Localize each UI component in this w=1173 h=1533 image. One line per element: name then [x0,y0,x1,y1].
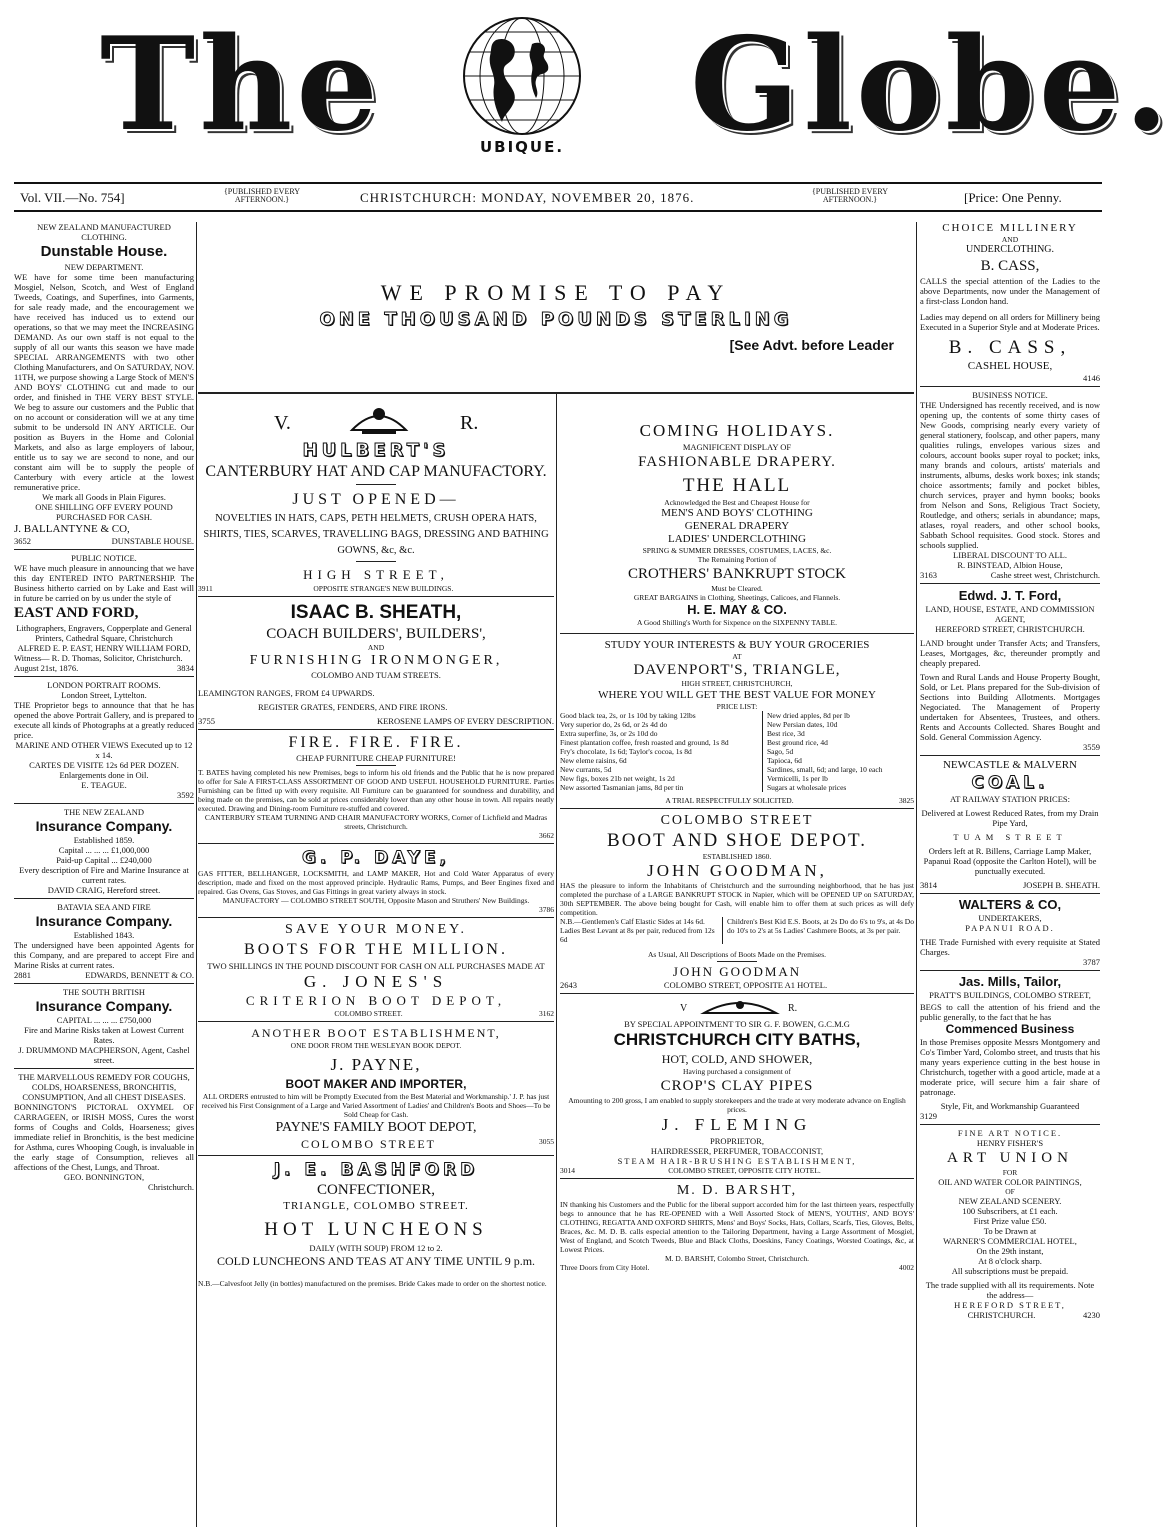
ad-line: Acknowledged the Best and Cheapest House for [664,498,810,507]
ad-agent: DAVID CRAIG, Hereford street. [47,885,161,895]
ad-title: Edwd. J. T. Ford, [958,588,1062,603]
ad-address: DUNSTABLE HOUSE. [111,536,194,546]
globe-icon [444,10,600,160]
ad-line: LIBERAL DISCOUNT TO ALL. [953,550,1067,560]
ad-number: 3834 [177,663,194,673]
ad-hulbert [198,400,554,593]
ad-heading: JUST OPENED— [292,491,460,508]
ad-number: 3559 [1083,742,1100,752]
ad-heading: ANOTHER BOOT ESTABLISHMENT, [251,1026,501,1040]
ad-note: We mark all Goods in Plain Figures. [42,492,166,502]
ad-line: First Prize value £50. [973,1216,1047,1226]
ad-title: J. E. BASHFORD [273,1160,479,1180]
ad-line: WARNER'S COMMERCIAL HOTEL, [943,1236,1077,1246]
ad-body: WE have much pleasure in announcing that we have this day ENTERED INTO PARTNERSHIP. The Business hitherto carried on by Lake and East will in future be carried on by us under the style of [14,563,194,603]
ad-title: DAVENPORT'S, TRIANGLE, [633,662,841,678]
price-list-item: Sago, 5d [767,747,794,756]
royal-r: R. [788,1003,798,1014]
ad-body: Ladies may depend on all orders for Millinery being Executed in a Superior Style and at Moderate Prices. [920,312,1100,332]
ad-number: 3162 [538,1009,554,1018]
price-list-item: New Persian dates, 10d [767,720,838,729]
price-list-item: Vermicelli, 1s per lb [767,774,828,783]
ad-address: MANUFACTORY — COLOMBO STREET SOUTH, Opposite Mason and Struthers' New Buildings. [222,896,530,905]
ad-line: To be Drawn at [983,1226,1037,1236]
ad-subtitle: UNDERTAKERS, [978,913,1042,923]
ad-line: All subscriptions must be prepaid. [951,1266,1069,1276]
ad-jones [198,921,554,1018]
ad-number: 3825 [899,796,914,805]
price-list-item: New dried apples, 8d per lb [767,711,850,720]
ad-number: 3662 [539,831,554,840]
price-list [560,711,914,792]
ad-line: NEW ZEALAND SCENERY. [958,1196,1062,1206]
ad-line: STEAM HAIR-BRUSHING ESTABLISHMENT, [617,1156,857,1166]
ad-line: At 8 o'clock sharp. [978,1256,1042,1266]
ad-address: HEREFORD STREET, [954,1300,1066,1310]
ad-line: BY SPECIAL APPOINTMENT TO SIR G. F. BOWEN, G.C.M.G [624,1019,850,1029]
ad-city-baths [560,997,914,1175]
ad-address: COLOMBO STREET [300,1137,436,1151]
ad-body: IN thanking his Customers and the Public for the liberal support accorded him for the last thirteen years, respectfully begs to announce that he has RE-OPENED with a Well Assorted Stock of MEN'S, YOUTHS', AND BOYS' CLOTHING, REGATTA AND OXFORD SHIRTS, Mens' and Boys' Socks, Hats, Collars, Scarfs, Ties, Gloves, Belts, Braces, &c. M. D. B. calls especial attention to the Tailoring Department, having a Large Assortment of Mosgiel, West of England, and Scotch Tweeds, Blue and Black Cloths, Doeskins, Fancy Coatings, Worsted Coatings, &c, at Lowest Prices. [560,1200,914,1254]
ad-batavia-insurance [14,902,194,980]
ad-number: 3055 [538,1137,554,1146]
ad-address: London Street, Lyttelton. [61,690,147,700]
ad-title: EAST AND FORD, [14,605,139,621]
ad-heading: NEW ZEALAND MANUFACTURED CLOTHING. [37,222,171,242]
ad-heading: BATAVIA SEA AND FIRE [57,902,151,912]
ad-body: ALL ORDERS entrusted to him will be Promptly Executed from the Best Material and Workmanship.' J. P. has just received his First Consignment of a Large and Varied Assortment of Ladies' and Children's Boots and Shoes—To be Sold Cheap for Cash. [201,1092,551,1119]
ad-line: CARTES DE VISITE 12s 6d PER DOZEN. [29,760,179,770]
volume-number: Vol. VII.—No. 754] [20,190,125,205]
ad-line: Enlargements done in Oil. [59,770,149,780]
divider [14,983,194,984]
ad-line: FASHIONABLE DRAPERY. [638,454,836,470]
ad-body: THE Trade Furnished with every requisite at Stated Charges. [920,937,1100,957]
ad-bonnington-remedy [14,1072,194,1192]
ad-subtitle: CANTERBURY HAT AND CAP MANUFACTORY. [205,463,547,480]
ad-title: BOOT AND SHOE DEPOT. [607,830,867,851]
ad-body: Town and Rural Lands and House Property Bought, Sold, or Let. Plans prepared for the Sub-division of Sections into Building Allotments. Mortgages Negociated. The Management of Property undertaken for Absentees, Trustees, and others. Rents and Accounts Collected. Shares Bought and Sold. General Commission Agency. [920,672,1100,742]
ad-number: 3129 [920,1111,937,1121]
ad-walters [920,897,1100,967]
ad-line: 100 Subscribers, at £1 each. [962,1206,1058,1216]
ad-title: Insurance Company. [35,913,173,929]
ad-works: CANTERBURY STEAM TURNING AND CHAIR MANUFACTORY WORKS, Corner of Lichfield and Madras streets, Christchurch. [204,813,548,831]
ad-title: ART UNION [947,1150,1073,1166]
ad-heading: HOT LUNCHEONS [264,1219,488,1240]
ad-body: WE have for some time been manufacturing Mosgiel, Nelson, Scotch, and West of England Tweeds, Coatings, and Superfines, into Garments, for sale ready made, and the encouragement we have received has induced us to extend our operations, so that we may meet the INCREASING DEMAND. As our own staff is not equal to the supply of all our wants this season we have made SPECIAL ARRANGEMENTS with two other Clothing Manufacturers, and On SATURDAY, NOV. 11TH, we purpose showing a Large Stock of MEN'S AND BOYS' CLOTHING cut and made to our order, and finished in THE VERY BEST STYLE. We beg to assure our customers and the Public that on no account or consideration will we at any time submit to be undersold IN ANY ARTICLE. Our position as Buyers in the Home and Colonial Markets, and also as large employers of labour, entitle us to say we are second to none, and our constant aim will be to supply the people of Canterbury with every article at the lowest remunerative price. [14,272,194,492]
ad-body: THE Proprietor begs to announce that that he has opened the above Portrait Gallery, and is prepared to execute all kinds of Photographs at a greatly reduced price. [14,700,194,740]
ad-line: GREAT BARGAINS in Clothing, Sheetings, Calicoes, and Flannels. [633,593,841,602]
ad-name: JOHN GOODMAN [672,964,802,979]
ad-line: GENERAL DRAPERY [684,520,790,532]
price: [Price: One Penny. [964,190,1062,205]
ad-address: PRATT'S BUILDINGS, COLOMBO STREET, [929,990,1091,1000]
ad-barsht [560,1182,914,1272]
banner-line-2: ONE THOUSAND POUNDS STERLING [319,309,793,330]
ad-heading: FINE ART NOTICE. [957,1128,1063,1138]
ad-number: 4146 [1083,373,1100,383]
price-list-item: New assorted Tasmanian jams, 8d per tin [560,783,684,792]
ad-body: THE Undersigned has recently received, and is now opening up, the contents of some thirty cases of New Goods, comprising nearly every variety of general stationery, foolscap, and other papers, many qualities rulings, envelopes various sizes and colours, account books super royal to pocket; inks, many brands and colours, artists' materials and instruments, albums, desks work boxes; ink stands; choice assortments; family and pocket bibles, church services, prayer and hymn books; books from Nelson and Sons, Religious Tract Society, Routledge, and others; serials in abundance; maps, atlases, royal readers, and other school books, Sabbath School requisites. Good stock. Stores and schools supplied. [920,400,1100,550]
ad-subtitle: LAND, HOUSE, ESTATE, AND COMMISSION AGENT, [925,604,1095,624]
ad-number: 3755 [198,716,215,726]
ad-line: COLD LUNCHEONS AND TEAS AT ANY TIME UNTIL 9 p.m. [216,1254,536,1268]
divider [14,803,194,804]
ad-trade: Lithographers, Engravers, Copperplate and General Printers, Cathedral Square, Christchurch [16,623,192,643]
masthead-title-right: Globe. [690,10,1173,160]
ad-name: JOSEPH B. SHEATH. [1023,880,1100,890]
price-list-item: Best ground rice, 4d [767,738,828,747]
ad-heading: CHOICE MILLINERY [942,222,1078,234]
ad-depot: CRITERION BOOT DEPOT, [245,993,507,1008]
ad-established: ESTABLISHED 1860. [702,852,772,861]
ad-body: HAS the pleasure to inform the Inhabitants of Christchurch and the surrounding neighborhood, that he has just completed the purchase of a LARGE BANKRUPT STOCK in Napier, which will be OPENED UP on SATURDAY, 30th SEPTEMBER. The above being bought for Cash, will enable him to offer them at such prices as will defy competition. [560,881,914,917]
ad-number: 3652 [14,536,31,546]
ad-offer: ONE SHILLING OFF EVERY POUND PURCHASED FOR CASH. [35,502,173,522]
column-rule [556,394,557,1527]
ad-of: OF [1005,1187,1015,1196]
ad-line: The Remaining Portion of [697,555,777,564]
column-middle-left [198,400,554,1527]
ad-subtitle: HOT, COLD, AND SHOWER, [661,1052,813,1066]
ad-number: 3787 [1083,957,1100,967]
ad-heading: THE MARVELLOUS REMEDY FOR COUGHS, COLDS, HOARSENESS, BRONCHITIS, CONSUMPTION, And all CHEST DISEASES. [18,1072,190,1102]
royal-crest-icon [344,400,414,438]
ad-line: Style, Fit, and Workmanship Guaranteed [940,1101,1080,1111]
ad-number: 4002 [899,1263,914,1272]
ad-firm: EDWARDS, BENNETT & CO. [85,970,194,980]
column-left [14,222,194,1527]
ad-name: G. JONES'S [303,972,449,991]
banner-promise [198,224,914,390]
royal-crest-icon [700,997,780,1017]
ad-heading: BUSINESS NOTICE. [972,390,1048,400]
dateline [14,182,1102,212]
ad-line: On the 29th instant, [976,1246,1044,1256]
ad-body: Orders left at R. Billens, Carriage Lamp Maker, Papanui Road (opposite the Carlton Hotel), will be punctually executed. [923,846,1097,876]
ad-title: ISAAC B. SHEATH, [290,602,462,623]
royal-v: V. [274,412,291,434]
price-list-item: Very superior do, 2s 6d, or 2s 4d do [560,720,668,729]
ad-prices-left: N.B.—Gentlemen's Calf Elastic Sides at 14s 6d. Ladies Best Levant at 8s per pair, reduced from 12s 6d [560,917,723,944]
ad-line: LADIES' UNDERCLOTHING [668,533,806,545]
ad-south-british-insurance [14,987,194,1065]
ad-title: WALTERS & CO, [958,897,1062,912]
ad-line: Having purchased a consignment of [683,1067,791,1076]
price-list-right [763,711,914,792]
ad-address: COLOMBO STREET, OPPOSITE CITY HOTEL. [668,1166,821,1175]
ad-heading: CROTHERS' BANKRUPT STOCK [627,566,847,582]
ad-capital: CAPITAL ... ... ... £750,000 [56,1015,152,1025]
ad-heading: NEWCASTLE & MALVERN [942,759,1078,771]
ad-street: TUAM STREET [953,832,1067,842]
ad-name: JOHN GOODMAN, [647,861,827,880]
ad-established: Established 1859. [73,835,135,845]
ad-name: R. BINSTEAD, Albion House, [957,560,1063,570]
ad-nz-insurance [14,807,194,895]
ad-body: GAS FITTER, BELLHANGER, LOCKSMITH, and LAMP MAKER, Hot and Cold Water Apparatus of every description, made and fixed on the most approved principle. Hydraulic Rams, Pumps, and Beer Engines fixed and repaired. Gas Ovens, Gas Stoves, and Gas Fittings in great variety always in stock. [198,869,554,896]
masthead [0,0,1173,172]
ad-heading: Commenced Business [945,1022,1075,1036]
ad-address: TRIANGLE, COLOMBO STREET. [283,1200,469,1212]
ad-number: 3014 [560,1166,575,1175]
ad-daye [198,847,554,914]
ad-line: LEAMINGTON RANGES, FROM £4 UPWARDS. [198,688,375,698]
banner-line-3: [See Advt. before Leader [729,337,894,353]
price-list-item: Tapioca, 6d [767,756,802,765]
published-note-left: {PUBLISHED EVERY AFTERNOON.} [223,187,301,204]
ad-name: E. TEAGUE. [81,780,127,790]
ad-body: Fire and Marine Risks taken at Lowest Current Rates. [24,1025,184,1045]
ad-subtitle: COACH BUILDERS', BUILDERS', [266,626,486,642]
banner-line-1: WE PROMISE TO PAY [380,280,732,305]
ad-mills-tailor [920,974,1100,1121]
ad-line: DAILY (WITH SOUP) FROM 12 to 2. [309,1243,443,1253]
ad-number: 3911 [198,584,213,593]
ad-names: ALFRED E. P. EAST, HENRY WILLIAM FORD, [17,643,191,653]
ad-subtitle: CONFECTIONER, [317,1182,435,1198]
ad-address: HEREFORD STREET, CHRISTCHURCH. [935,624,1085,634]
ad-title: CHRISTCHURCH CITY BATHS, [613,1030,861,1049]
ad-sheath-coal [920,759,1100,890]
place-and-date: CHRISTCHURCH: MONDAY, NOVEMBER 20, 1876. [360,190,695,205]
column-rule [196,222,197,1527]
ad-established: Established 1843. [73,930,135,940]
ad-body: Amounting to 200 gross, I am enabled to supply storekeepers and the trade at very moderate advance on English prices. [568,1096,906,1114]
published-note-right: {PUBLISHED EVERY AFTERNOON.} [811,187,889,204]
ad-address: Cashe street west, Christchurch. [990,570,1100,580]
ad-number: 3592 [177,790,194,800]
ad-number: 2643 [560,980,577,990]
price-list-item: Finest plantation coffee, fresh roasted and ground, 1s 8d [560,738,729,747]
ad-name: GEO. BONNINGTON, [63,1172,145,1182]
price-list-item: Best rice, 3d [767,729,805,738]
ad-line: KEROSENE LAMPS OF EVERY DESCRIPTION. [376,716,554,726]
ad-place: Christchurch. [147,1182,194,1192]
ad-line: WHERE YOU WILL GET THE BEST VALUE FOR MONEY [598,689,876,701]
ad-witness: Witness— R. D. Thomas, Solicitor, Christchurch. [14,653,183,663]
ad-address: PAPANUI ROAD. [965,923,1055,933]
ad-name: J. FLEMING [661,1115,813,1134]
ad-subheading: ONE DOOR FROM THE WESLEYAN BOOK DEPOT. [290,1041,462,1050]
ad-number: 2881 [14,970,31,980]
ad-agent: J. DRUMMOND MACPHERSON, Agent, Cashel street. [18,1045,190,1065]
ad-number: 3786 [539,905,554,914]
ad-line: The trade supplied with all its requirements. Note the address— [925,1280,1095,1300]
ad-title: Jas. Mills, Tailor, [958,974,1062,989]
ad-goodman [560,812,914,990]
ad-line: AT [732,652,742,661]
ad-line: PROPRIETOR, [710,1136,764,1146]
divider [14,1068,194,1069]
ad-subtitle: CHEAP FURNITURE CHEAP FURNITURE! [296,753,456,763]
ad-line: A TRIAL RESPECTFULLY SOLICITED. [665,796,794,805]
ad-fisher-art-union [920,1128,1100,1320]
ad-body: In those Premises opposite Messrs Montgomery and Co's Timber Yard, Colombo street, and trusts that his many years experience cutting in the best house in Christchurch, together with a good article, made at a moderate price, will secure him a fair share of patronage. [920,1037,1100,1097]
ad-payne [198,1025,554,1152]
ad-line: A Good Shilling's Worth for Sixpence on the SIXPENNY TABLE. [636,618,837,627]
ad-davenport [560,638,914,805]
ad-heading: UNDERCLOTHING. [965,244,1055,255]
ad-title: G. P. DAYE, [301,848,451,868]
ad-line: MEN'S AND BOYS' CLOTHING [661,507,813,519]
ad-ford-agent [920,587,1100,752]
ad-bates-furniture [198,733,554,840]
ad-note: N.B.—Calvesfoot Jelly (in bottles) manufactured on the premises. Bride Cakes made to order on the shortest notice. [198,1279,547,1288]
ad-title: SAVE YOUR MONEY. [285,922,467,937]
ad-address: HIGH STREET, CHRISTCHURCH, [681,679,793,688]
ad-capital: Paid-up Capital ... £240,000 [56,855,152,865]
ad-date: August 21st, 1876. [14,663,79,673]
ad-subtitle: AT RAILWAY STATION PRICES: [950,794,1070,804]
ad-title: HULBERT'S [302,440,450,461]
ad-heading: THE SOUTH BRITISH [62,987,146,997]
royal-r: R. [460,412,479,434]
ad-address: COLOMBO STREET, OPPOSITE A1 HOTEL. [663,980,828,990]
ad-heading: PUBLIC NOTICE. [71,553,137,563]
column-middle-right [560,400,914,1527]
masthead-title-left: The [100,10,382,160]
column-rule [916,222,917,1527]
ad-address: OPPOSITE STRANGE'S NEW BUILDINGS. [313,584,454,593]
divider [14,676,194,677]
ad-heading: CROP'S CLAY PIPES [660,1078,814,1094]
price-list-item: New figs, boxes 21b net weight, 1s 2d [560,774,675,783]
column-right [920,222,1100,1527]
ad-line: MARINE AND OTHER VIEWS Executed up to 12 x 14. [15,740,193,760]
ad-body: TWO SHILLINGS IN THE POUND DISCOUNT FOR CASH ON ALL PURCHASES MADE AT [207,961,545,971]
ad-line: Must be Cleared. [711,584,763,593]
ad-line: MAGNIFICENT DISPLAY OF [682,442,792,452]
price-list-item: New eleme raisins, 6d [560,756,627,765]
ad-heading: STUDY YOUR INTERESTS & BUY YOUR GROCERIES [604,639,870,651]
ad-firm: J. BALLANTYNE & CO, [14,523,130,535]
ad-title: B. CASS, [980,258,1040,274]
price-list-item: Sardines, small, 6d; and large, 10 each [767,765,883,774]
ad-body: Every description of Fire and Marine Insurance at current rates. [19,865,189,885]
ad-line: REGISTER GRATES, FENDERS, AND FIRE IRONS. [258,702,448,712]
ad-title: J. PAYNE, [330,1055,422,1074]
price-list-item: Sugars at wholesale prices [767,783,847,792]
ad-binstead [920,390,1100,580]
ad-title: Insurance Company. [35,998,173,1014]
ad-subtitle: BOOT MAKER AND IMPORTER, [285,1077,467,1091]
masthead-motto: UBIQUE. [479,138,565,156]
ad-title: BOOTS FOR THE MILLION. [244,941,508,958]
ad-address: CASHEL HOUSE, [967,360,1053,372]
ad-name: HENRY FISHER'S [976,1138,1044,1148]
ad-title: Insurance Company. [35,818,173,834]
ad-heading: LONDON PORTRAIT ROOMS. [47,680,161,690]
royal-v: V [680,1003,688,1014]
ad-street: HIGH STREET, [303,567,449,582]
ad-heading: THE NEW ZEALAND [63,807,145,817]
ad-body: LAND brought under Transfer Acts; and Transfers, Leases, Mortgages, &c, thereunder promptly and cheaply prepared. [920,638,1100,668]
ad-dunstable-house [14,222,194,546]
ad-title: Dunstable House. [40,243,168,260]
ad-subheading: NEW DEPARTMENT. [64,262,144,272]
ad-city: CHRISTCHURCH. [967,1310,1036,1320]
price-list-item: Good black tea, 2s, or 1s 10d by taking 12lbs [560,711,696,720]
price-list-item: Fry's chocolate, 1s 6d; Taylor's cocoa, 1s 8d [560,747,692,756]
price-list-item: Extra superfine, 3s, or 2s 10d do [560,729,658,738]
ad-number: 3814 [920,880,937,890]
ad-heading: COLOMBO STREET [660,813,814,828]
ad-title: B. CASS, [948,337,1072,358]
ad-title: FIRE. FIRE. FIRE. [288,734,464,751]
price-list-item: New currants, 5d [560,765,612,774]
ad-for: FOR [1002,1168,1018,1177]
ad-body: BEGS to call the attention of his friend and the public generally, to the fact that he has [920,1002,1100,1022]
ad-number: 3163 [920,570,937,580]
ad-depot: PAYNE'S FAMILY BOOT DEPOT, [275,1120,477,1135]
ad-prices-right: Children's Best Kid E.S. Boots, at 2s Do do 6's to 9's, at 4s Do do 10's to 2's at 5s Ladies' Cashmere Boots, at 3s per pair. [727,917,914,935]
price-list-left [560,711,763,792]
ad-heading: COMING HOLIDAYS. [639,421,835,440]
ad-price-list-heading: PRICE LIST: [716,702,758,711]
ad-east-and-ford [14,553,194,673]
ad-and: AND [367,643,385,652]
ad-line: SPRING & SUMMER DRESSES, COSTUMES, LACES, &c. [642,546,832,555]
ad-sheath [198,601,554,726]
ad-line: As Usual, All Descriptions of Boots Made on the Premises. [647,950,827,959]
ad-body: The undersigned have been appointed Agents for this Company, and are prepared to accept Fire and Marine Risks at current rates. [14,940,194,970]
ad-firm: H. E. MAY & CO. [687,602,787,617]
divider [14,898,194,899]
ad-address: COLOMBO AND TUAM STREETS. [311,670,441,680]
divider [198,392,914,394]
ad-capital: Capital ... ... ... £1,000,000 [58,845,150,855]
ad-bashford [198,1159,554,1288]
ad-body: Delivered at Lowest Reduced Rates, from my Drain Pipe Yard, [921,808,1099,828]
ad-subtitle: FURNISHING IRONMONGER, [249,653,503,668]
divider [14,549,194,550]
ad-line: HAIRDRESSER, PERFUMER, TOBACCONIST, [650,1146,824,1156]
ad-cass-millinery [920,222,1100,383]
ad-address: COLOMBO STREET. [334,1009,403,1018]
ad-title: M. D. BARSHT, [676,1183,798,1198]
ad-title: COAL. [971,773,1049,793]
ad-the-hall [560,420,914,627]
ad-and: AND [1001,235,1019,244]
ad-signature: M. D. BARSHT, Colombo Street, Christchurch. [664,1254,810,1263]
ad-body: NOVELTIES IN HATS, CAPS, PETH HELMETS, CRUSH OPERA HATS, SHIRTS, TIES, SCARVES, TRAVELLING BAGS, DRESSING AND BATHING GOWNS, &c, &c. [203,513,549,556]
ad-line: Three Doors from City Hotel. [560,1263,650,1272]
ad-body: CALLS the special attention of the Ladies to the above Departments, now under the Management of a first-class London hand. [920,276,1100,306]
ad-title: THE HALL [682,475,792,496]
ad-portrait-rooms [14,680,194,800]
ad-line: OIL AND WATER COLOR PAINTINGS, [938,1177,1082,1187]
ad-number: 4230 [1083,1310,1100,1320]
ad-body: T. BATES having completed his new Premises, begs to inform his old friends and the Public that he is now prepared to offer for Sale A FIRST-CLASS ASSORTMENT OF GOOD AND USEFUL HOUSEHOLD FURNITURE. Parties Furnishing can be fitted up with every requisite. All Furniture can be guaranteed for soundness and durability, and being made on the premises, can be sold at prices considerably lower than any other house in town. All repairs neatly executed. Drawing and Dining-room Furniture re-stuffed and covered. [198,768,554,813]
ad-body: BONNINGTON'S PICTORAL OXYMEL OF CARRAGEEN, or IRISH MOSS, Cures the worst forms of Coughs and Colds, Hoarseness; gives immediate relief in Bronchitis, is the best medicine for Asthma, cures Whooping Cough, is invaluable in the early stage of Consumption, relieves all affections of the Chest, Lungs, and Throat. [14,1102,194,1172]
